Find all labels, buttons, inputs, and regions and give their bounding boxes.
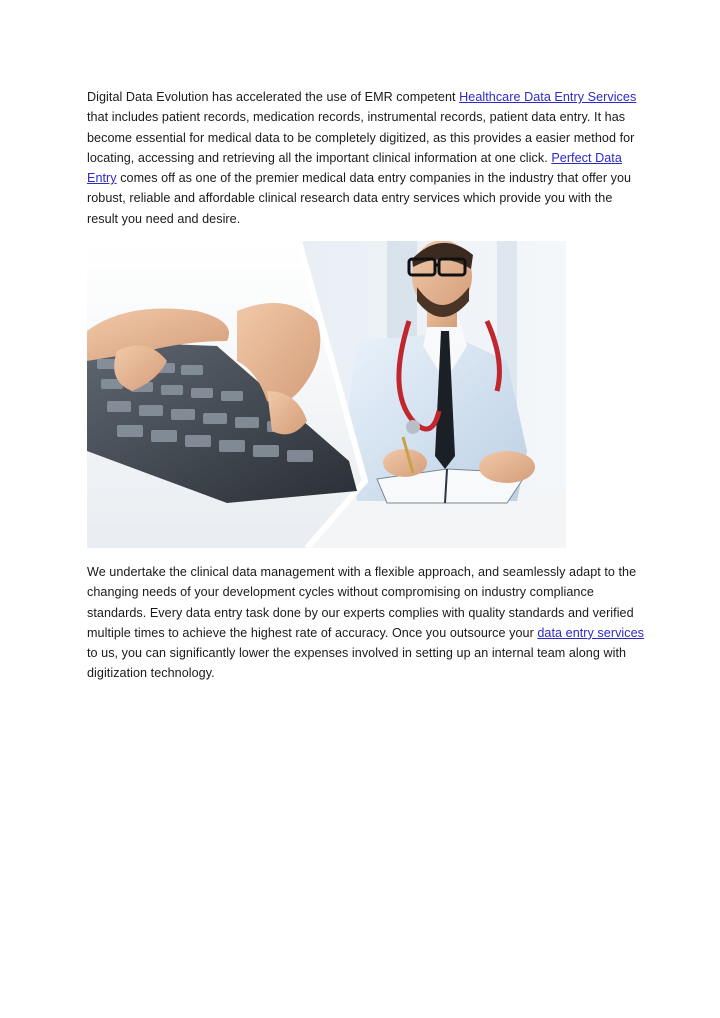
hero-illustration <box>87 241 566 548</box>
intro-paragraph <box>87 87 647 229</box>
data-entry-services-link[interactable]: data entry services <box>537 625 645 640</box>
hero-image-keyboard-and-doctor <box>87 241 566 548</box>
intro-text-1: Digital Data Evolution has accelerated the use of EMR competent <box>87 90 460 104</box>
intro-text-3: comes off as one of the premier medical data entry companies in the industry that offer you robust, reliable and affordable clinical research data entry services which provide you with the result you need and desire. <box>87 171 632 226</box>
perfect-data-entry-link[interactable]: Perfect Data Entry <box>87 150 622 186</box>
services-paragraph <box>87 562 647 684</box>
healthcare-data-entry-services-link[interactable]: Healthcare Data Entry Services <box>459 90 637 104</box>
services-text-1: We undertake the clinical data management with a flexible approach, and seamlessly adapt to the changing needs of your development cycles without compromising on industry compliance standards. Every data entry task done by our experts complies with quality standards and verified multiple times to achieve the highest rate of accuracy. Once you outsource your <box>87 565 637 640</box>
services-text-2: to us, you can significantly lower the expenses involved in setting up an internal team along with digitization technology. <box>87 646 627 681</box>
intro-text-2: that includes patient records, medication records, instrumental records, patient data entry. It has become essential for medical data to be completely digitized, as this provides a easier method for locating, accessing and retrieving all the important clinical information at one click. <box>87 110 635 165</box>
